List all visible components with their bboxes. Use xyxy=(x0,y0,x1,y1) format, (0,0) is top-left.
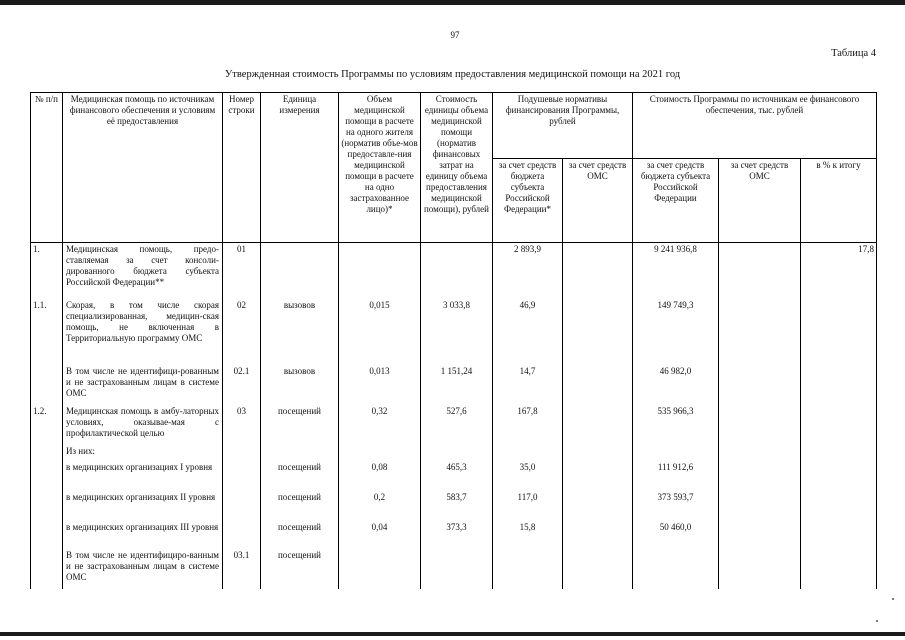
row-pr-budget: 9 241 936,8 xyxy=(633,243,719,299)
row-cost: 527,6 xyxy=(421,405,493,445)
row-line xyxy=(223,445,261,461)
row-line: 03 xyxy=(223,405,261,445)
header-care: Медицинская помощь по источникам финансового обеспечения и условиям её предоставления xyxy=(63,93,223,243)
header-line: Номер строки xyxy=(223,93,261,243)
table-row xyxy=(31,461,877,491)
header-percapita-budget: за счет средств бюджета субъекта Российской Федерации* xyxy=(493,159,563,243)
row-volume: 0,08 xyxy=(339,461,421,491)
row-num xyxy=(31,365,63,405)
row-unit: вызовов xyxy=(261,365,339,405)
row-volume xyxy=(339,445,421,461)
row-pc-oms xyxy=(563,405,633,445)
table-row xyxy=(31,299,877,365)
row-num: 1. xyxy=(31,243,63,299)
row-name: Медицинская помощь в амбу-латорных условиях, оказывае-мая с профилактической целью xyxy=(63,405,223,445)
row-pr-oms xyxy=(719,445,801,461)
row-pc-budget: 35,0 xyxy=(493,461,563,491)
row-line xyxy=(223,491,261,521)
row-pr-pct xyxy=(801,445,877,461)
row-pr-budget xyxy=(633,549,719,589)
row-pc-budget: 46,9 xyxy=(493,299,563,365)
row-pc-budget: 15,8 xyxy=(493,521,563,549)
header-program-pct: в % к итогу xyxy=(801,159,877,243)
row-unit xyxy=(261,445,339,461)
header-num: № п/п xyxy=(31,93,63,243)
table-row xyxy=(31,405,877,445)
row-num: 1.2. xyxy=(31,405,63,445)
row-volume: 0,04 xyxy=(339,521,421,549)
row-pr-oms xyxy=(719,461,801,491)
row-pc-oms xyxy=(563,549,633,589)
row-volume xyxy=(339,549,421,589)
row-pr-budget: 50 460,0 xyxy=(633,521,719,549)
cost-table xyxy=(30,92,877,589)
row-line: 03.1 xyxy=(223,549,261,589)
row-volume xyxy=(339,243,421,299)
row-name: Из них: xyxy=(63,445,223,461)
row-cost: 1 151,24 xyxy=(421,365,493,405)
row-pc-budget xyxy=(493,549,563,589)
row-pr-oms xyxy=(719,365,801,405)
row-pr-pct xyxy=(801,521,877,549)
table-row xyxy=(31,549,877,589)
row-pc-budget: 2 893,9 xyxy=(493,243,563,299)
row-volume: 0,015 xyxy=(339,299,421,365)
row-name: В том числе не идентифици-рованным и не застрахованным лицам в системе ОМС xyxy=(63,365,223,405)
row-name: в медицинских организациях III уровня xyxy=(63,521,223,549)
row-name: в медицинских организациях II уровня xyxy=(63,491,223,521)
scan-border-bottom xyxy=(0,632,905,636)
row-pr-budget: 535 966,3 xyxy=(633,405,719,445)
row-line xyxy=(223,521,261,549)
row-cost: 583,7 xyxy=(421,491,493,521)
row-unit: посещений xyxy=(261,521,339,549)
header-percapita-oms: за счет средств ОМС xyxy=(563,159,633,243)
header-program-budget: за счет средств бюджета субъекта Российской Федерации xyxy=(633,159,719,243)
row-pc-oms xyxy=(563,299,633,365)
row-pr-oms xyxy=(719,521,801,549)
header-unit: Единица измерения xyxy=(261,93,339,243)
row-cost: 465,3 xyxy=(421,461,493,491)
row-name: В том числе не идентифициро-ванным и не застрахованным лицам в системе ОМС xyxy=(63,549,223,589)
scan-border-top xyxy=(0,0,905,5)
row-unit: вызовов xyxy=(261,299,339,365)
row-pc-budget: 14,7 xyxy=(493,365,563,405)
row-pr-budget xyxy=(633,445,719,461)
row-pc-budget xyxy=(493,445,563,461)
row-pr-pct xyxy=(801,299,877,365)
row-num xyxy=(31,549,63,589)
row-line: 02.1 xyxy=(223,365,261,405)
table-row xyxy=(31,445,877,461)
row-cost xyxy=(421,243,493,299)
row-unit xyxy=(261,243,339,299)
row-num xyxy=(31,445,63,461)
row-pc-oms xyxy=(563,365,633,405)
row-cost: 373,3 xyxy=(421,521,493,549)
row-cost xyxy=(421,549,493,589)
scan-speck xyxy=(892,598,894,600)
header-program: Стоимость Программы по источникам ее финансового обеспечения, тыс. рублей xyxy=(633,93,877,159)
row-line: 01 xyxy=(223,243,261,299)
row-name: Медицинская помощь, предо-ставляемая за счет консоли-дированного бюджета субъекта Российской Федерации** xyxy=(63,243,223,299)
row-pc-oms xyxy=(563,521,633,549)
row-unit: посещений xyxy=(261,405,339,445)
row-pr-oms xyxy=(719,549,801,589)
scan-speck xyxy=(876,620,878,622)
row-pc-oms xyxy=(563,243,633,299)
row-pr-pct xyxy=(801,405,877,445)
row-volume: 0,2 xyxy=(339,491,421,521)
header-volume: Объем медицинской помощи в расчете на одного жителя (норматив объе-мов предоставле-ния медицинской помощи в расчете на одно застрахованное лицо)* xyxy=(339,93,421,243)
row-num xyxy=(31,461,63,491)
row-pr-oms xyxy=(719,405,801,445)
row-pr-budget: 111 912,6 xyxy=(633,461,719,491)
row-volume: 0,32 xyxy=(339,405,421,445)
row-cost xyxy=(421,445,493,461)
row-num: 1.1. xyxy=(31,299,63,365)
row-pr-oms xyxy=(719,243,801,299)
row-unit: посещений xyxy=(261,549,339,589)
row-line xyxy=(223,461,261,491)
row-pc-budget: 167,8 xyxy=(493,405,563,445)
row-pc-budget: 117,0 xyxy=(493,491,563,521)
table-label: Таблица 4 xyxy=(831,48,876,59)
row-pr-budget: 149 749,3 xyxy=(633,299,719,365)
table-row xyxy=(31,521,877,549)
row-volume: 0,013 xyxy=(339,365,421,405)
row-unit: посещений xyxy=(261,491,339,521)
row-pr-pct xyxy=(801,461,877,491)
row-num xyxy=(31,491,63,521)
row-pc-oms xyxy=(563,491,633,521)
header-percapita: Подушевые нормативы финансирования Программы, рублей xyxy=(493,93,633,159)
table-row xyxy=(31,243,877,299)
row-num xyxy=(31,521,63,549)
row-pr-oms xyxy=(719,299,801,365)
row-pr-pct xyxy=(801,549,877,589)
table-title: Утвержденная стоимость Программы по условиям предоставления медицинской помощи на 2021 год xyxy=(224,69,681,80)
row-pr-pct: 17,8 xyxy=(801,243,877,299)
header-cost: Стоимость единицы объема медицинской помощи (норматив финансовых затрат на единицу объема предоставления медицинской помощи), рублей xyxy=(421,93,493,243)
row-name: в медицинских организациях I уровня xyxy=(63,461,223,491)
row-unit: посещений xyxy=(261,461,339,491)
page-number: 97 xyxy=(450,30,460,40)
row-pc-oms xyxy=(563,461,633,491)
row-pr-pct xyxy=(801,365,877,405)
row-pc-oms xyxy=(563,445,633,461)
table-row xyxy=(31,491,877,521)
row-line: 02 xyxy=(223,299,261,365)
row-name: Скорая, в том числе скорая специализированная, медицин-ская помощь, не включенная в Территориальную программу ОМС xyxy=(63,299,223,365)
row-pr-budget: 373 593,7 xyxy=(633,491,719,521)
row-pr-pct xyxy=(801,491,877,521)
row-pr-budget: 46 982,0 xyxy=(633,365,719,405)
header-program-oms: за счет средств ОМС xyxy=(719,159,801,243)
table-row xyxy=(31,365,877,405)
row-cost: 3 033,8 xyxy=(421,299,493,365)
row-pr-oms xyxy=(719,491,801,521)
